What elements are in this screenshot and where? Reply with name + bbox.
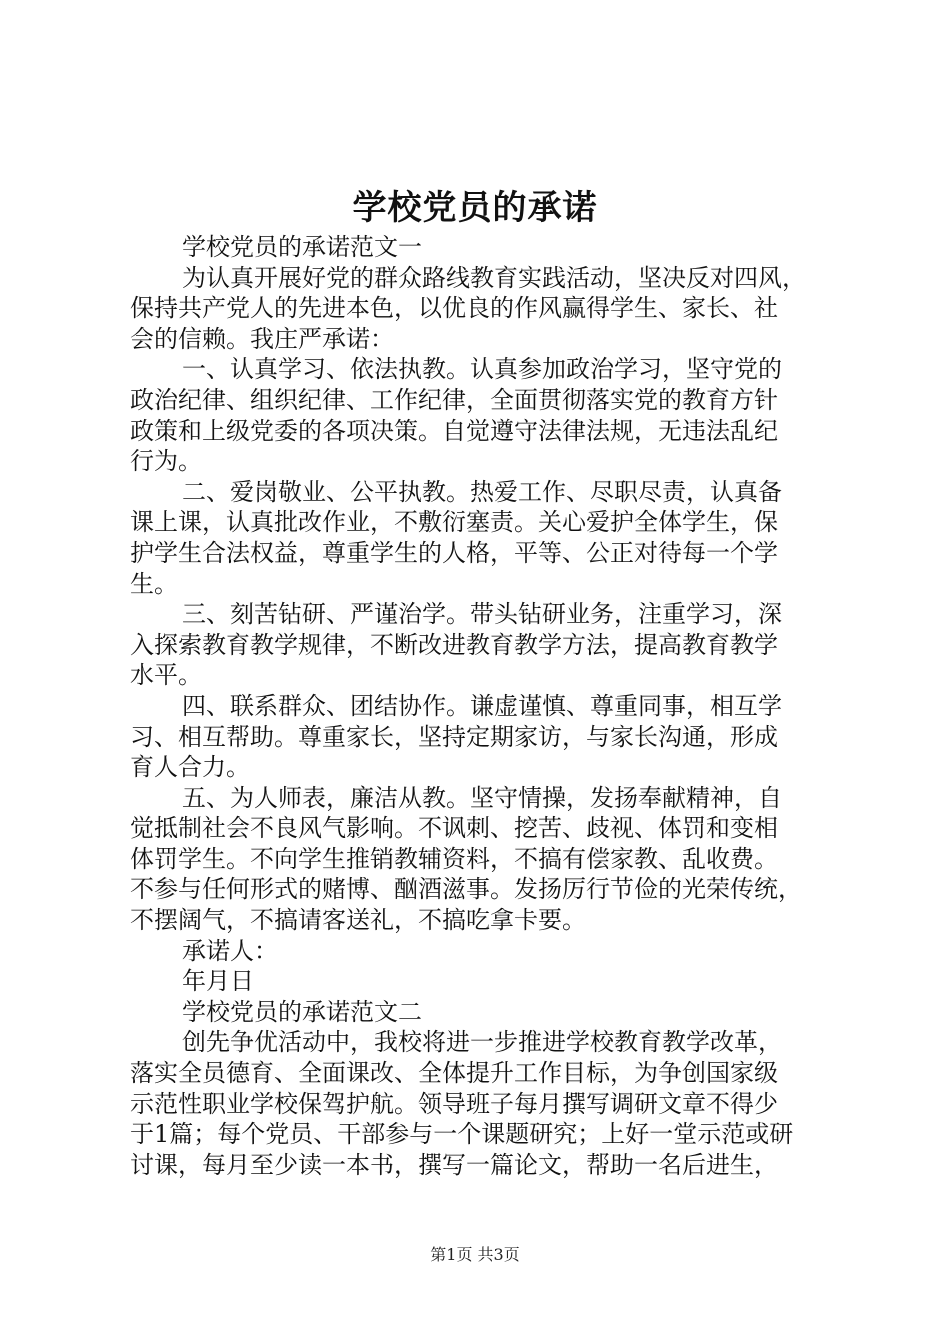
- text-line: 不参与任何形式的赌博、酗酒滋事。发扬厉行节俭的光荣传统，: [130, 875, 802, 904]
- text-line: 入探索教育教学规律，不断改进教育教学方法，提高教育教学: [130, 630, 778, 659]
- text-line: 创先争优活动中，我校将进一步推进学校教育教学改革，: [182, 1028, 782, 1057]
- text-line: 课上课，认真批改作业，不敷衍塞责。关心爱护全体学生，保: [130, 508, 778, 537]
- text-line: 政治纪律、组织纪律、工作纪律，全面贯彻落实党的教育方针: [130, 385, 778, 414]
- text-line: 示范性职业学校保驾护航。领导班子每月撰写调研文章不得少: [130, 1089, 778, 1118]
- text-line: 学校党员的承诺范文二: [182, 997, 422, 1026]
- text-line: 三、刻苦钻研、严谨治学。带头钻研业务，注重学习，深: [182, 600, 782, 629]
- text-line: 体罚学生。不向学生推销教辅资料，不搞有偿家教、乱收费。: [130, 844, 778, 873]
- text-line: 于1篇；每个党员、干部参与一个课题研究；上好一堂示范或研: [130, 1120, 794, 1149]
- page-footer: 第1页 共3页: [430, 1245, 520, 1264]
- text-line: 落实全员德育、全面课改、全体提升工作目标，为争创国家级: [130, 1059, 778, 1088]
- text-line: 二、爱岗敬业、公平执教。热爱工作、尽职尽责，认真备: [182, 477, 782, 506]
- text-line: 习、相互帮助。尊重家长，坚持定期家访，与家长沟通，形成: [130, 722, 778, 751]
- text-line: 会的信赖。我庄严承诺：: [130, 324, 394, 353]
- text-line: 政策和上级党委的各项决策。自觉遵守法律法规，无违法乱纪: [130, 416, 778, 445]
- text-line: 育人合力。: [130, 753, 250, 782]
- text-line: 承诺人：: [182, 936, 278, 965]
- text-line: 为认真开展好党的群众路线教育实践活动，坚决反对四风，: [182, 263, 806, 292]
- text-line: 觉抵制社会不良风气影响。不讽刺、挖苦、歧视、体罚和变相: [130, 814, 778, 843]
- text-line: 水平。: [130, 661, 202, 690]
- text-line: 护学生合法权益，尊重学生的人格，平等、公正对待每一个学: [130, 538, 778, 567]
- text-line: 讨课，每月至少读一本书，撰写一篇论文，帮助一名后进生，: [130, 1150, 778, 1179]
- text-line: 保持共产党人的先进本色，以优良的作风赢得学生、家长、社: [130, 294, 778, 323]
- document-title: 学校党员的承诺: [352, 188, 598, 228]
- text-line: 行为。: [130, 447, 202, 476]
- text-line: 一、认真学习、依法执教。认真参加政治学习，坚守党的: [182, 355, 782, 384]
- text-line: 不摆阔气，不搞请客送礼，不搞吃拿卡要。: [130, 906, 586, 935]
- text-line: 五、为人师表，廉洁从教。坚守情操，发扬奉献精神，自: [182, 783, 782, 812]
- text-line: 生。: [130, 569, 178, 598]
- document-body: [130, 232, 842, 1180]
- text-line: 年月日: [182, 967, 254, 996]
- text-line: 学校党员的承诺范文一: [182, 233, 422, 261]
- text-line: 四、联系群众、团结协作。谦虚谨慎、尊重同事，相互学: [182, 691, 782, 720]
